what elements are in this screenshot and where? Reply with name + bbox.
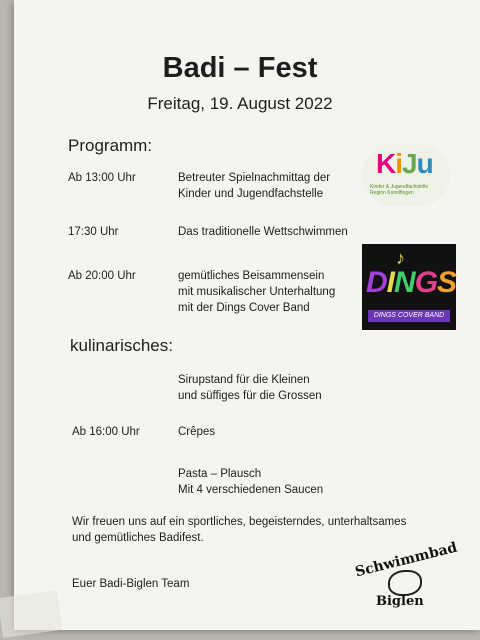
kiju-wordmark: KiJu <box>376 148 433 179</box>
swimmer-icon <box>388 570 422 596</box>
food-heading: kulinarisches: <box>70 336 173 355</box>
dings-band-logo <box>362 244 456 330</box>
signature: Euer Badi-Biglen Team <box>72 578 190 590</box>
food-time: Ab 16:00 Uhr <box>72 426 140 438</box>
stamp-bottom-text: Biglen <box>376 594 424 609</box>
program-time: Ab 13:00 Uhr <box>68 172 136 184</box>
kiju-logo <box>362 144 450 206</box>
schwimmbad-stamp <box>350 539 459 618</box>
dings-band-label: DINGS COVER BAND <box>368 310 450 322</box>
program-text: Das traditionelle Wettschwimmen <box>178 226 348 238</box>
kiju-subtitle: Kinder & Jugendfachstelle Region Konolfingen <box>370 184 429 196</box>
food-text: Sirupstand für die Kleinen und süffiges für die Grossen <box>178 374 322 402</box>
food-text: Crêpes <box>178 426 216 438</box>
stamp-top-text: Schwimmbad <box>353 539 459 581</box>
music-note-icon: ♪ <box>396 248 405 268</box>
program-time: Ab 20:00 Uhr <box>68 270 136 282</box>
program-time: 17:30 Uhr <box>68 226 119 238</box>
closing-text: Wir freuen uns auf ein sportliches, begeisterndes, unterhaltsames und gemütliches Badifest. <box>72 516 407 544</box>
program-heading: Programm: <box>68 136 153 155</box>
poster-date: Freitag, 19. August 2022 <box>147 94 333 113</box>
program-text: Betreuter Spielnachmittag der Kinder und Jugendfachstelle <box>178 172 331 200</box>
dings-wordmark: DINGS <box>366 266 457 299</box>
program-text: gemütliches Beisammensein mit musikalischer Unterhaltung mit der Dings Cover Band <box>178 270 336 314</box>
poster-title: Badi – Fest <box>162 52 318 84</box>
food-text: Pasta – Plausch Mit 4 verschiedenen Saucen <box>178 468 324 496</box>
tape-strip <box>0 590 62 638</box>
